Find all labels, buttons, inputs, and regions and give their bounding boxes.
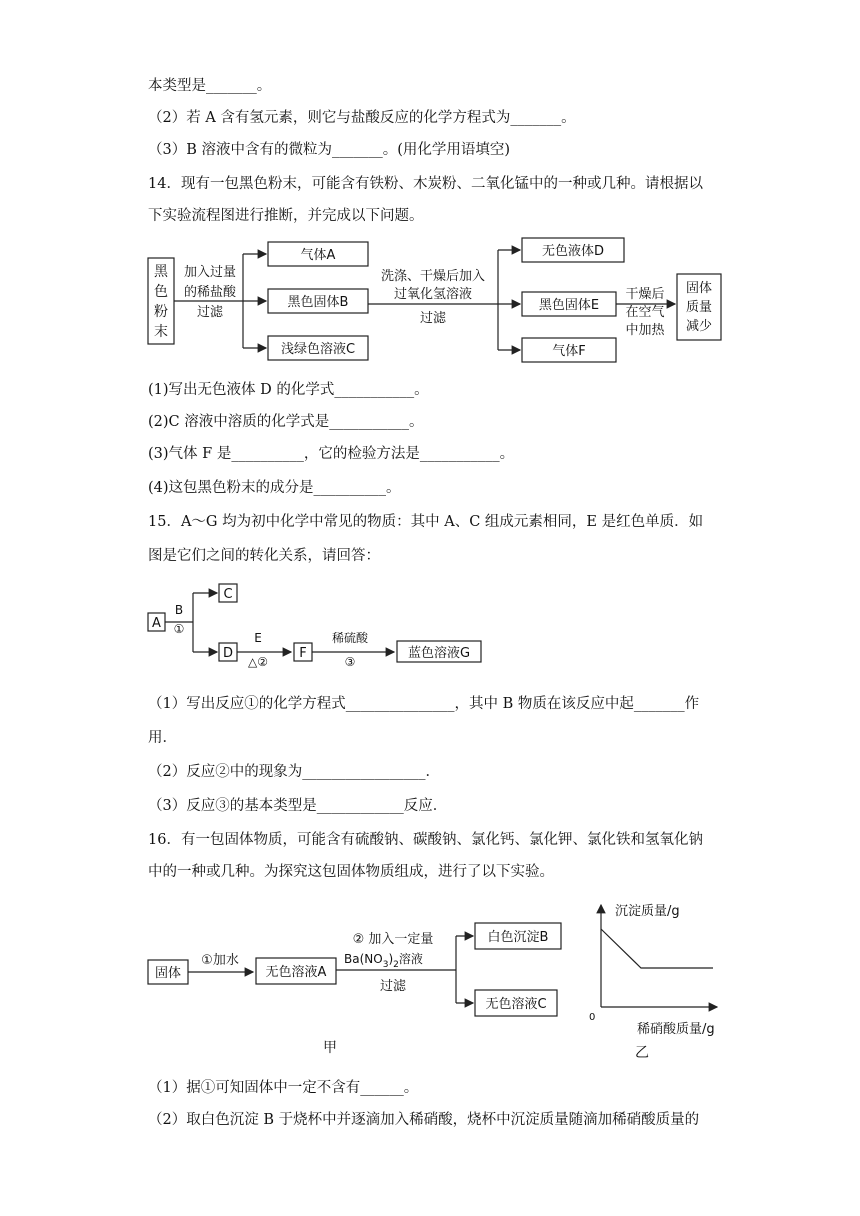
svg-text:过氧化氢溶液: 过氧化氢溶液 <box>393 287 473 302</box>
text-line: 中的一种或几种。为探究这包固体物质组成，进行了以下实验。 <box>148 864 554 880</box>
flowchart-q16 <box>140 910 580 1060</box>
svg-text:A: A <box>152 616 161 631</box>
svg-text:过滤: 过滤 <box>379 979 407 994</box>
svg-text:无色溶液C: 无色溶液C <box>485 997 547 1012</box>
question-16: 16．有一包固体物质，可能含有硫酸钠、碳酸钠、氯化钙、氯化钾、氯化铁和氢氧化钠 <box>148 832 703 848</box>
svg-text:E: E <box>254 631 262 645</box>
svg-text:气体A: 气体A <box>300 248 336 263</box>
svg-text:①加水: ①加水 <box>201 953 239 968</box>
svg-text:C: C <box>223 587 233 602</box>
svg-text:B: B <box>174 603 184 617</box>
svg-text:白色沉淀B: 白色沉淀B <box>487 930 549 945</box>
series-line <box>601 929 713 968</box>
x-axis-label: 稀硝酸质量/g <box>637 1022 715 1037</box>
svg-text:粉: 粉 <box>154 304 168 320</box>
svg-text:浅绿色溶液C: 浅绿色溶液C <box>280 342 356 357</box>
svg-text:质量: 质量 <box>685 300 713 315</box>
diagram-q15 <box>140 576 500 672</box>
text-line: (2)C 溶液中溶质的化学式是___________。 <box>148 414 424 430</box>
y-axis-label: 沉淀质量/g <box>615 904 680 919</box>
svg-text:△②: △② <box>248 655 268 669</box>
svg-text:气体F: 气体F <box>552 344 586 359</box>
svg-text:中加热: 中加热 <box>625 323 665 338</box>
text-line: （3）反应③的基本类型是____________反应． <box>148 798 448 814</box>
origin-label: 0 <box>589 1012 596 1023</box>
svg-text:减少: 减少 <box>685 319 713 334</box>
text-line: （1）据①可知固体中一定不含有______。 <box>148 1080 419 1096</box>
svg-text:末: 末 <box>154 324 168 340</box>
svg-text:干燥后: 干燥后 <box>625 287 665 302</box>
svg-text:黑色固体B: 黑色固体B <box>287 295 349 310</box>
text-line: 下实验流程图进行推断，并完成以下问题。 <box>148 208 424 224</box>
text-line: （2）若 A 含有氢元素，则它与盐酸反应的化学方程式为_______。 <box>148 110 576 126</box>
question-15: 15．A～G 均为初中化学中常见的物质：其中 A、C 组成元素相同，E 是红色单质．如 <box>148 514 704 530</box>
caption-jia: 甲 <box>323 1040 337 1056</box>
svg-text:② 加入一定量: ② 加入一定量 <box>352 932 434 947</box>
caption-yi: 乙 <box>635 1045 649 1061</box>
svg-text:①: ① <box>173 622 185 636</box>
svg-text:黑: 黑 <box>154 264 168 280</box>
text-line: （3）B 溶液中含有的微粒为_______。(用化学用语填空) <box>148 142 511 158</box>
text-line: (4)这包黑色粉末的成分是__________。 <box>148 480 401 496</box>
svg-text:Ba(NO3)2溶液: $Ba(NO_3)_2$溶液 <box>344 952 423 970</box>
svg-text:色: 色 <box>154 284 168 300</box>
chart-q16 <box>585 895 745 1065</box>
svg-text:固体: 固体 <box>685 281 713 296</box>
svg-text:③: ③ <box>344 655 356 669</box>
text-line: （2）反应②中的现象为_________________． <box>148 764 440 780</box>
question-14: 14．现有一包黑色粉末，可能含有铁粉、木炭粉、二氧化锰中的一种或几种。请根据以 <box>148 176 703 192</box>
svg-text:在空气: 在空气 <box>625 305 665 320</box>
svg-text:加入过量: 加入过量 <box>183 265 237 280</box>
svg-text:无色溶液A: 无色溶液A <box>265 965 327 980</box>
text-line: (1)写出无色液体 D 的化学式___________。 <box>148 382 429 398</box>
svg-text:黑色固体E: 黑色固体E <box>538 298 600 313</box>
svg-text:稀硫酸: 稀硫酸 <box>331 631 369 645</box>
svg-text:蓝色溶液G: 蓝色溶液G <box>407 646 471 661</box>
svg-text:过滤: 过滤 <box>196 305 224 320</box>
svg-text:固体: 固体 <box>154 966 182 981</box>
svg-text:的稀盐酸: 的稀盐酸 <box>183 285 237 300</box>
text-line: 用． <box>148 730 177 746</box>
svg-text:过滤: 过滤 <box>419 311 447 326</box>
text-line: （1）写出反应①的化学方程式_______________，其中 B 物质在该反应中起_______作 <box>148 696 700 712</box>
text-line: 本类型是_______。 <box>148 78 272 94</box>
svg-text:洗涤、干燥后加入: 洗涤、干燥后加入 <box>380 269 486 284</box>
text-line: (3)气体 F 是__________，它的检验方法是___________。 <box>148 446 515 462</box>
svg-text:F: F <box>299 646 307 661</box>
svg-text:无色液体D: 无色液体D <box>541 244 605 259</box>
text-line: （2）取白色沉淀 B 于烧杯中并逐滴加入稀硝酸，烧杯中沉淀质量随滴加稀硝酸质量的 <box>148 1112 700 1128</box>
text-line: 图是它们之间的转化关系，请回答： <box>148 548 380 564</box>
flowchart-q14 <box>140 236 740 366</box>
svg-text:D: D <box>222 646 234 661</box>
